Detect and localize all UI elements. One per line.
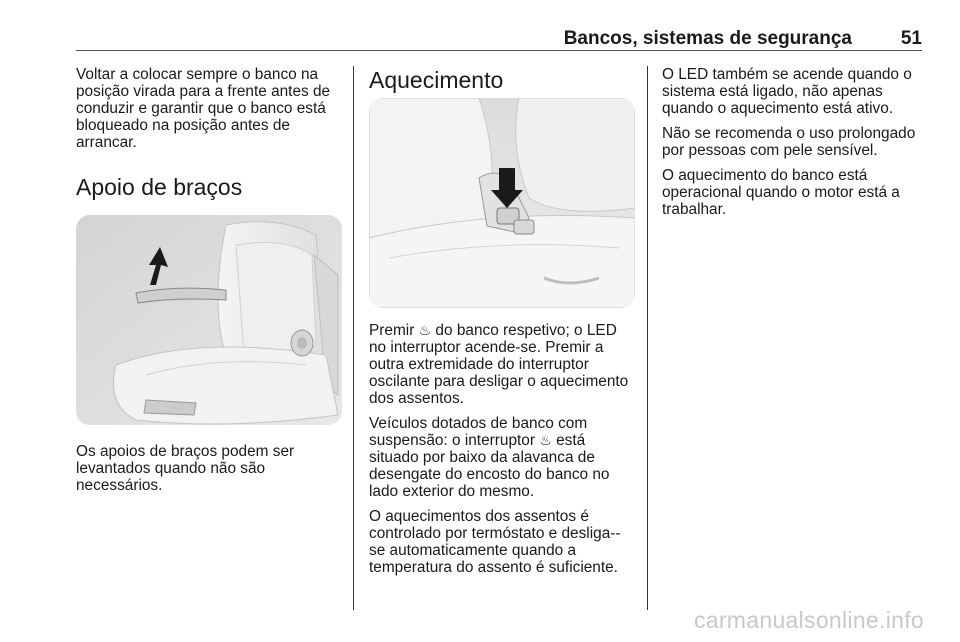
heating-switch-illustration <box>369 98 635 308</box>
seat-heating-icon: ♨ <box>418 322 432 338</box>
heating-paragraph-2: Veículos dotados de banco com suspensão: o interruptor ♨ está situado por baixo da alavanca de desengate do encosto do banco no lado exterior do mesmo. <box>369 415 610 500</box>
section-title: Bancos, sistemas de segurança <box>563 28 852 49</box>
seat-armrest-image <box>76 215 342 425</box>
column-divider <box>647 66 648 610</box>
page-header <box>76 26 922 51</box>
heating-heading: Aquecimento <box>369 67 504 93</box>
led-paragraph: O LED também se acende quando o sistema está ligado, não apenas quando o aquecimento está ativo. <box>662 66 912 117</box>
column-left <box>76 66 342 502</box>
seat-heating-switch-image <box>369 98 635 308</box>
column-divider <box>353 66 354 610</box>
seat-heating-icon: ♨ <box>539 432 552 448</box>
intro-paragraph: Voltar a colocar sempre o banco na posição virada para a frente antes de conduzir e garantir que o banco está bloqueado na posição antes de arrancar. <box>76 66 331 151</box>
heating-paragraph-1: Premir ♨ do banco respetivo; o LED no interruptor acende-se. Premir a outra extremidade do interruptor oscilante para desligar o aquecimento dos assentos. <box>369 322 629 407</box>
engine-paragraph: O aquecimento do banco está operacional quando o motor está a trabalhar. <box>662 167 900 218</box>
armrest-caption: Os apoios de braços podem ser levantados quando não são necessários. <box>76 443 295 494</box>
column-middle <box>369 66 635 584</box>
heating-paragraph-3: O aquecimentos dos assentos é controlado por termóstato e desliga--se automaticamente quando a temperatura do assento é suficiente. <box>369 508 621 576</box>
column-right <box>662 66 928 226</box>
page-number: 51 <box>900 28 922 49</box>
armrest-heading: Apoio de braços <box>76 174 243 200</box>
warning-paragraph: Não se recomenda o uso prolongado por pessoas com pele sensível. <box>662 125 916 159</box>
armrest-illustration <box>76 215 342 425</box>
watermark: carmanualsonline.info <box>693 607 924 633</box>
